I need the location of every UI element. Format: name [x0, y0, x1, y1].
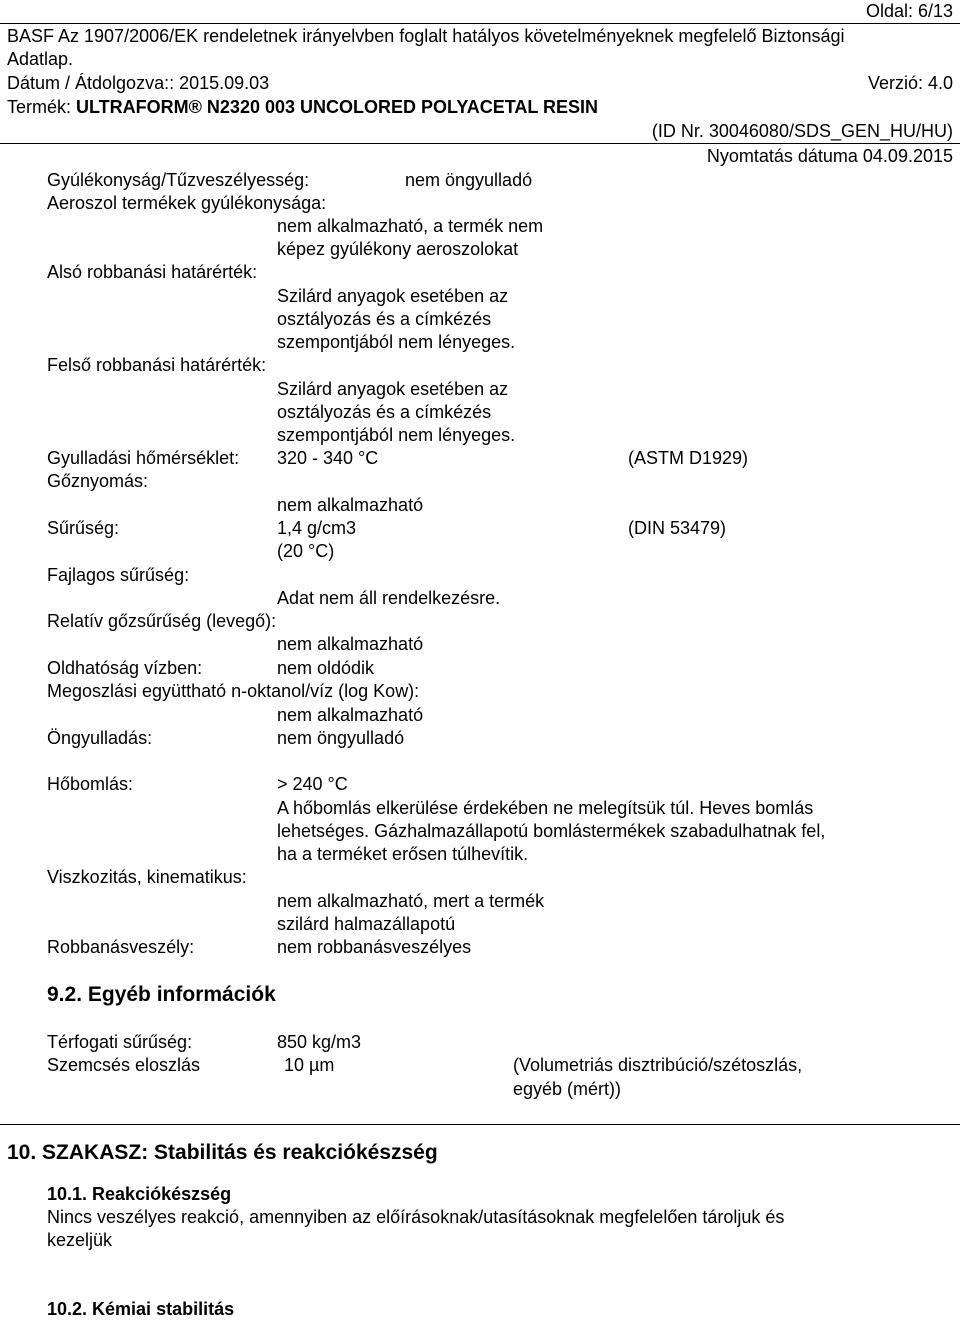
lower-explosion-label: Alsó robbanási határérték: [47, 262, 258, 282]
decomposition-value: > 240 °C [277, 774, 348, 794]
autoignition-value: nem öngyulladó [277, 728, 405, 748]
lower-explosion-value: szempontjából nem lényeges. [277, 332, 516, 352]
aerosol-value: nem alkalmazható, a termék nem [277, 216, 544, 236]
upper-explosion-value: Szilárd anyagok esetében az [277, 379, 509, 399]
solubility-value: nem oldódik [277, 658, 375, 678]
adatlap-line: Adatlap. [7, 49, 74, 69]
product-line [7, 96, 598, 119]
chemical-stability-heading: 10.2. Kémiai stabilitás [47, 1299, 235, 1319]
particle-size-label: Szemcsés eloszlás [47, 1055, 201, 1075]
specific-gravity-label: Fajlagos sűrűség: [47, 565, 190, 585]
section-10-heading: 10. SZAKASZ: Stabilitás és reakciókészség [7, 1141, 438, 1164]
partition-label: Megoszlási együttható n-oktanol/víz (log Kow): [47, 681, 420, 701]
aerosol-value: képez gyúlékony aeroszolokat [277, 239, 519, 259]
ignition-label: Gyulladási hőmérséklet: [47, 448, 240, 468]
product-name: ULTRAFORM® N2320 003 UNCOLORED POLYACETAL RESIN [76, 97, 599, 117]
flammability-label: Gyúlékonyság/Tűzveszélyesség: [47, 170, 310, 190]
density-temperature: (20 °C) [277, 541, 335, 561]
particle-size-note: egyéb (mért)) [513, 1079, 622, 1099]
lower-explosion-value: Szilárd anyagok esetében az [277, 286, 509, 306]
viscosity-value: nem alkalmazható, mert a termék [277, 891, 545, 911]
decomposition-note: A hőbomlás elkerülése érdekében ne melegítsük túl. Heves bomlás [277, 798, 814, 818]
explosive-value: nem robbanásveszélyes [277, 937, 472, 957]
decomposition-note: ha a terméket erősen túlhevítik. [277, 844, 529, 864]
explosive-label: Robbanásveszély: [47, 937, 195, 957]
flammability-value: nem öngyulladó [405, 170, 533, 190]
page-number: Oldal: 6/13 [865, 1, 953, 21]
viscosity-value: szilárd halmazállapotú [277, 914, 456, 934]
upper-explosion-value: osztályozás és a címkézés [277, 402, 492, 422]
ignition-method: (ASTM D1929) [628, 448, 749, 468]
specific-gravity-value: Adat nem áll rendelkezésre. [277, 588, 501, 608]
particle-size-value: 10 µm [284, 1055, 335, 1075]
decomposition-label: Hőbomlás: [47, 774, 134, 794]
bulk-density-value: 850 kg/m3 [277, 1032, 362, 1052]
revision-date: Dátum / Átdolgozva:: 2015.09.03 [7, 73, 270, 93]
solubility-label: Oldhatóság vízben: [47, 658, 203, 678]
section-divider [0, 1124, 960, 1125]
document-id: (ID Nr. 30046080/SDS_GEN_HU/HU) [651, 121, 953, 141]
header-rule [0, 23, 960, 24]
reactivity-text: Nincs veszélyes reakció, amennyiben az előírásoknak/utasításoknak megfelelően tároljuk és [47, 1207, 785, 1227]
lower-explosion-value: osztályozás és a címkézés [277, 309, 492, 329]
decomposition-note: lehetséges. Gázhalmazállapotú bomlástermékek szabadulhatnak fel, [277, 821, 826, 841]
density-method: (DIN 53479) [628, 518, 727, 538]
vapour-pressure-value: nem alkalmazható [277, 495, 424, 515]
version: Verzió: 4.0 [867, 73, 953, 93]
density-value: 1,4 g/cm3 [277, 518, 357, 538]
print-date: Nyomtatás dátuma 04.09.2015 [706, 146, 953, 166]
density-label: Sűrűség: [47, 518, 120, 538]
autoignition-label: Öngyulladás: [47, 728, 153, 748]
upper-explosion-label: Felső robbanási határérték: [47, 355, 267, 375]
header-bottom-rule [0, 143, 960, 144]
vapour-density-label: Relatív gőzsűrűség (levegő): [47, 611, 277, 631]
partition-value: nem alkalmazható [277, 705, 424, 725]
ignition-value: 320 - 340 °C [277, 448, 379, 468]
aerosol-label: Aeroszol termékek gyúlékonysága: [47, 193, 327, 213]
regulation-line: BASF Az 1907/2006/EK rendeletnek irányelvben foglalt hatályos követelményeknek megfelelő Biztonsági [7, 26, 845, 46]
upper-explosion-value: szempontjából nem lényeges. [277, 425, 516, 445]
vapour-pressure-label: Gőznyomás: [47, 471, 149, 491]
viscosity-label: Viszkozitás, kinematikus: [47, 867, 247, 887]
other-info-heading: 9.2. Egyéb információk [47, 983, 276, 1006]
vapour-density-value: nem alkalmazható [277, 634, 424, 654]
product-label: Termék: [7, 97, 77, 117]
particle-size-note: (Volumetriás disztribúció/szétoszlás, [513, 1055, 803, 1075]
bulk-density-label: Térfogati sűrűség: [47, 1032, 193, 1052]
reactivity-text: kezeljük [47, 1230, 113, 1250]
reactivity-heading: 10.1. Reakciókészség [47, 1184, 232, 1204]
